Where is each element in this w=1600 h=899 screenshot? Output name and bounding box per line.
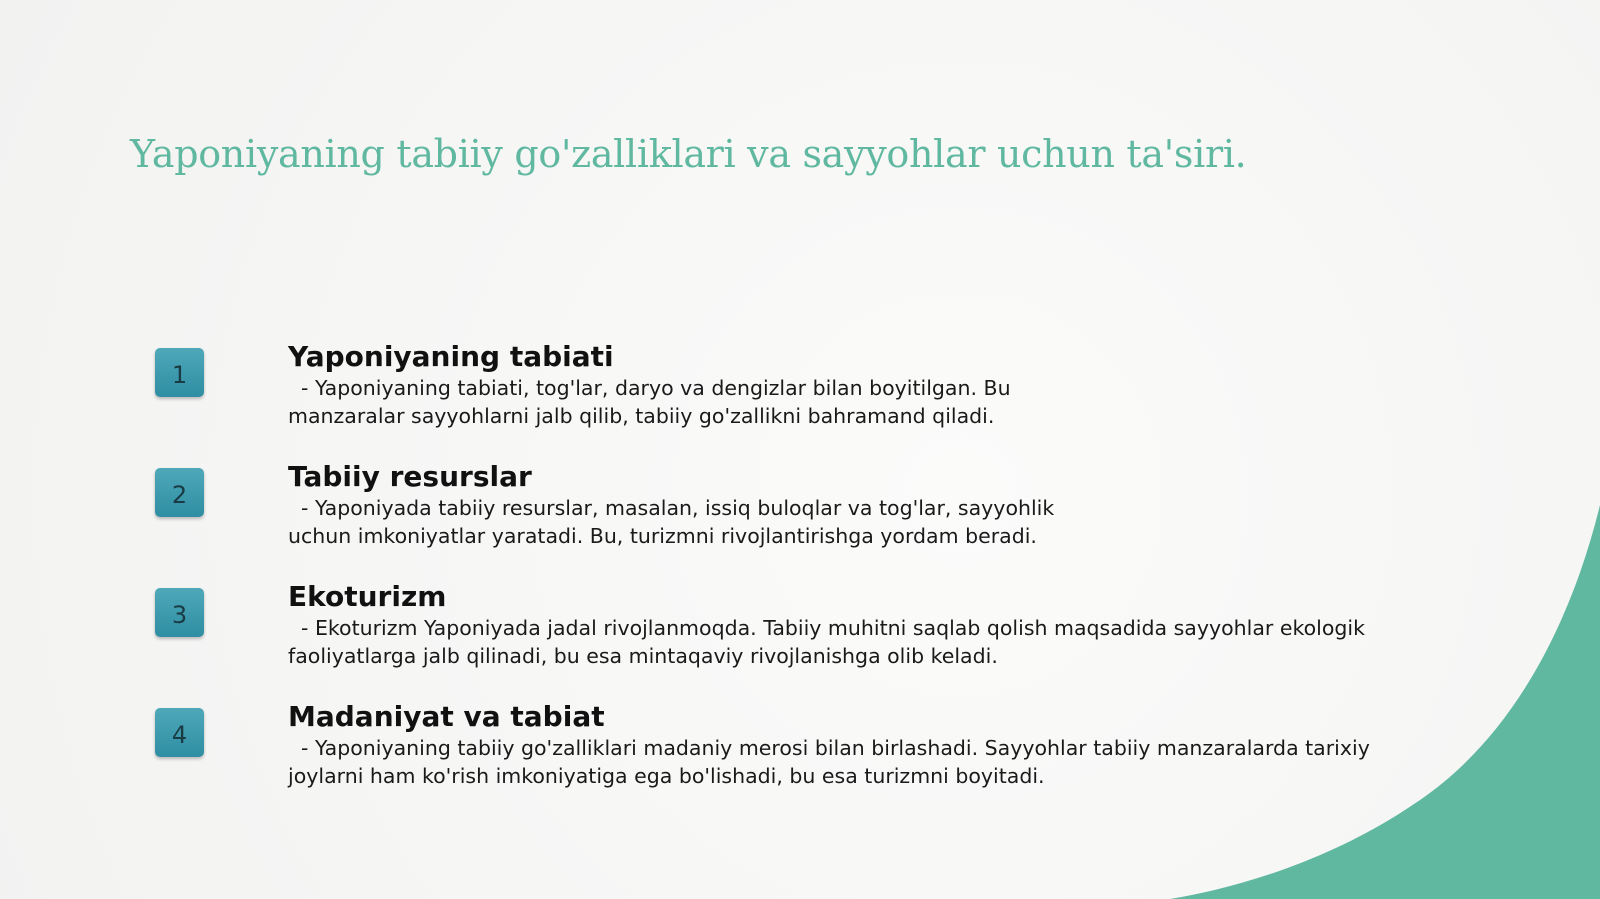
number-badge: 1 bbox=[155, 348, 204, 397]
item-heading: Yaponiyaning tabiati bbox=[288, 340, 614, 373]
list-item-body bbox=[288, 580, 1448, 670]
item-description-line: faoliyatlarga jalb qilinadi, bu esa mintaqaviy rivojlanishga olib keladi. bbox=[288, 644, 998, 668]
item-description-line: - Yaponiyada tabiiy resurslar, masalan, issiq buloqlar va tog'lar, sayyohlik bbox=[288, 496, 1055, 520]
number-badge: 3 bbox=[155, 588, 204, 637]
item-heading: Tabiiy resurslar bbox=[288, 460, 532, 493]
item-description-line: - Ekoturizm Yaponiyada jadal rivojlanmoqda. Tabiiy muhitni saqlab qolish maqsadida sayyohlar ekologik bbox=[288, 616, 1365, 640]
item-heading: Madaniyat va tabiat bbox=[288, 700, 605, 733]
item-description-line: uchun imkoniyatlar yaratadi. Bu, turizmni rivojlantirishga yordam beradi. bbox=[288, 524, 1037, 548]
slide-title: Yaponiyaning tabiiy go'zalliklari va sayyohlar uchun ta'siri. bbox=[130, 132, 1247, 176]
number-badge: 4 bbox=[155, 708, 204, 757]
number-badge: 2 bbox=[155, 468, 204, 517]
list-item-body bbox=[288, 340, 1448, 430]
item-description-line: joylarni ham ko'rish imkoniyatiga ega bo'lishadi, bu esa turizmni boyitadi. bbox=[288, 764, 1045, 788]
item-description-line: manzaralar sayyohlarni jalb qilib, tabiiy go'zallikni bahramand qiladi. bbox=[288, 404, 995, 428]
list-item-body bbox=[288, 460, 1448, 550]
item-description-line: - Yaponiyaning tabiiy go'zalliklari madaniy merosi bilan birlashadi. Sayyohlar tabiiy manzaralarda tarixiy bbox=[288, 736, 1370, 760]
list-item-body bbox=[288, 700, 1448, 790]
item-description-line: - Yaponiyaning tabiati, tog'lar, daryo va dengizlar bilan boyitilgan. Bu bbox=[288, 376, 1011, 400]
item-heading: Ekoturizm bbox=[288, 580, 447, 613]
